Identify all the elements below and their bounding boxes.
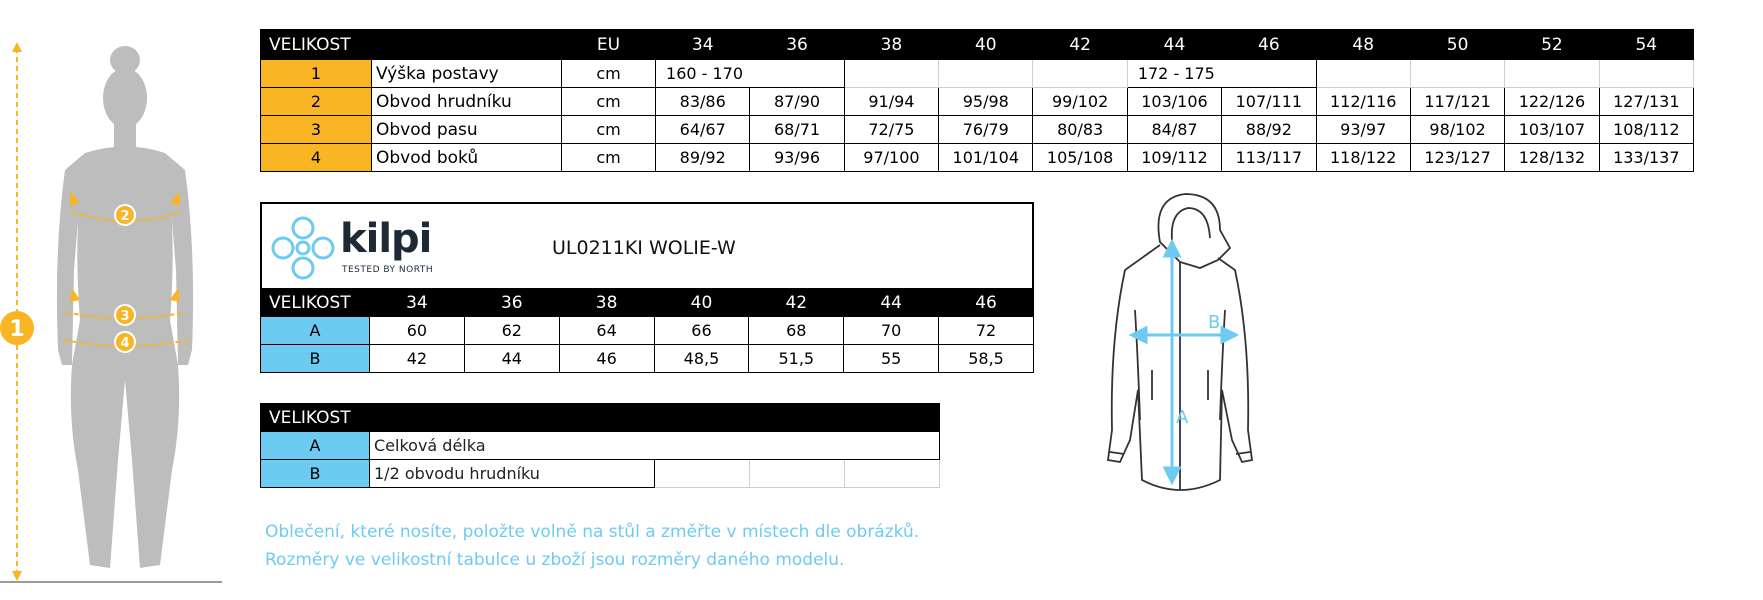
table-row xyxy=(261,116,1694,144)
product-header-box xyxy=(260,202,1034,288)
measure-header-row xyxy=(261,289,1034,317)
cell: 64 xyxy=(559,317,654,345)
woman-body-measurement-figure xyxy=(0,20,230,590)
empty-cell xyxy=(844,60,938,88)
cell: 108/112 xyxy=(1599,116,1693,144)
header-size: 40 xyxy=(939,30,1033,60)
header-size: 52 xyxy=(1505,30,1599,60)
cell: 60 xyxy=(370,317,465,345)
empty-cell xyxy=(655,460,750,488)
header-size-label: VELIKOST xyxy=(261,30,562,60)
empty-cell xyxy=(1033,60,1127,88)
row-number: 3 xyxy=(261,116,372,144)
cell: 46 xyxy=(559,345,654,373)
cell: 84/87 xyxy=(1127,116,1221,144)
header-size: 48 xyxy=(1316,30,1410,60)
cell: 98/102 xyxy=(1410,116,1504,144)
table-row xyxy=(261,432,940,460)
jacket-marker-b: B xyxy=(1208,312,1221,333)
height-range: 160 - 170 xyxy=(656,60,845,88)
row-number: 2 xyxy=(261,88,372,116)
legend-key: B xyxy=(261,460,370,488)
row-name: Výška postavy xyxy=(372,60,562,88)
empty-cell xyxy=(1410,60,1504,88)
cell: 80/83 xyxy=(1033,116,1127,144)
header-size: 44 xyxy=(844,289,939,317)
cell: 91/94 xyxy=(844,88,938,116)
empty-cell xyxy=(750,460,845,488)
empty-cell xyxy=(1505,60,1599,88)
legend-header-label: VELIKOST xyxy=(261,404,940,432)
cell: 118/122 xyxy=(1316,144,1410,172)
cell: 95/98 xyxy=(939,88,1033,116)
svg-text:1: 1 xyxy=(9,317,25,342)
cell: 72/75 xyxy=(844,116,938,144)
cell: 55 xyxy=(844,345,939,373)
cell: 87/90 xyxy=(750,88,844,116)
table-row xyxy=(261,60,1694,88)
cell: 99/102 xyxy=(1033,88,1127,116)
cell: 123/127 xyxy=(1410,144,1504,172)
header-size: 42 xyxy=(1033,30,1127,60)
cell: 122/126 xyxy=(1505,88,1599,116)
header-size: 44 xyxy=(1127,30,1221,60)
jacket-marker-a: A xyxy=(1176,407,1189,428)
cell: 133/137 xyxy=(1599,144,1693,172)
svg-text:3: 3 xyxy=(120,309,130,324)
legend-description: 1/2 obvodu hrudníku xyxy=(370,460,655,488)
legend-description: Celková délka xyxy=(370,432,940,460)
kilpi-knot-logo-icon xyxy=(268,208,338,288)
cell: 107/111 xyxy=(1222,88,1316,116)
size-chart-table xyxy=(260,29,1694,172)
cell: 68 xyxy=(749,317,844,345)
size-chart-header-row xyxy=(261,30,1694,60)
header-size: 46 xyxy=(939,289,1034,317)
cell: 101/104 xyxy=(939,144,1033,172)
header-size: 38 xyxy=(559,289,654,317)
legend-key: A xyxy=(261,432,370,460)
cell: 51,5 xyxy=(749,345,844,373)
cell: 103/106 xyxy=(1127,88,1221,116)
cell: 117/121 xyxy=(1410,88,1504,116)
table-row xyxy=(261,460,940,488)
table-row xyxy=(261,88,1694,116)
svg-text:4: 4 xyxy=(120,336,130,351)
table-row xyxy=(261,345,1034,373)
table-row xyxy=(261,144,1694,172)
brand-tagline: TESTED BY NORTH xyxy=(342,265,434,275)
marker-4 xyxy=(115,332,135,352)
header-size: 38 xyxy=(844,30,938,60)
svg-text:2: 2 xyxy=(120,209,130,224)
marker-3 xyxy=(115,305,135,325)
cell: 62 xyxy=(464,317,559,345)
row-name: Obvod hrudníku xyxy=(372,88,562,116)
row-unit: cm xyxy=(562,60,656,88)
cell: 44 xyxy=(464,345,559,373)
header-size: 36 xyxy=(464,289,559,317)
cell: 112/116 xyxy=(1316,88,1410,116)
cell: 88/92 xyxy=(1222,116,1316,144)
height-range: 172 - 175 xyxy=(1127,60,1316,88)
cell: 93/96 xyxy=(750,144,844,172)
header-size: 50 xyxy=(1410,30,1504,60)
jacket-measurement-figure xyxy=(1080,190,1280,520)
header-size: 46 xyxy=(1222,30,1316,60)
row-unit: cm xyxy=(562,116,656,144)
measure-legend-table xyxy=(260,403,940,488)
row-key: A xyxy=(261,317,370,345)
garment-measure-table xyxy=(260,288,1034,373)
row-number: 4 xyxy=(261,144,372,172)
marker-2 xyxy=(115,205,135,225)
cell: 97/100 xyxy=(844,144,938,172)
empty-cell xyxy=(1316,60,1410,88)
header-size: 34 xyxy=(656,30,750,60)
header-size: 34 xyxy=(370,289,465,317)
cell: 93/97 xyxy=(1316,116,1410,144)
empty-cell xyxy=(845,460,940,488)
table-row xyxy=(261,317,1034,345)
cell: 105/108 xyxy=(1033,144,1127,172)
row-unit: cm xyxy=(562,144,656,172)
header-size: 36 xyxy=(750,30,844,60)
empty-cell xyxy=(1599,60,1693,88)
cell: 109/112 xyxy=(1127,144,1221,172)
row-unit: cm xyxy=(562,88,656,116)
row-name: Obvod boků xyxy=(372,144,562,172)
brand-logo-text: kilpi xyxy=(340,216,432,262)
row-name: Obvod pasu xyxy=(372,116,562,144)
cell: 127/131 xyxy=(1599,88,1693,116)
cell: 128/132 xyxy=(1505,144,1599,172)
header-size: 42 xyxy=(749,289,844,317)
measuring-note: Rozměry ve velikostní tabulce u zboží jsou rozměry daného modelu. xyxy=(265,550,845,570)
product-code: UL0211KI WOLIE-W xyxy=(552,237,736,259)
cell: 70 xyxy=(844,317,939,345)
cell: 48,5 xyxy=(654,345,749,373)
legend-header-row xyxy=(261,404,940,432)
cell: 76/79 xyxy=(939,116,1033,144)
cell: 58,5 xyxy=(939,345,1034,373)
header-size: 40 xyxy=(654,289,749,317)
cell: 103/107 xyxy=(1505,116,1599,144)
cell: 42 xyxy=(370,345,465,373)
header-unit: EU xyxy=(562,30,656,60)
header-size: 54 xyxy=(1599,30,1693,60)
marker-1 xyxy=(0,311,34,345)
header-size-label: VELIKOST xyxy=(261,289,370,317)
empty-cell xyxy=(939,60,1033,88)
row-number: 1 xyxy=(261,60,372,88)
cell: 66 xyxy=(654,317,749,345)
cell: 64/67 xyxy=(656,116,750,144)
measuring-note: Oblečení, které nosíte, položte volně na stůl a změřte v místech dle obrázků. xyxy=(265,522,920,542)
cell: 68/71 xyxy=(750,116,844,144)
cell: 113/117 xyxy=(1222,144,1316,172)
cell: 83/86 xyxy=(656,88,750,116)
cell: 89/92 xyxy=(656,144,750,172)
cell: 72 xyxy=(939,317,1034,345)
row-key: B xyxy=(261,345,370,373)
